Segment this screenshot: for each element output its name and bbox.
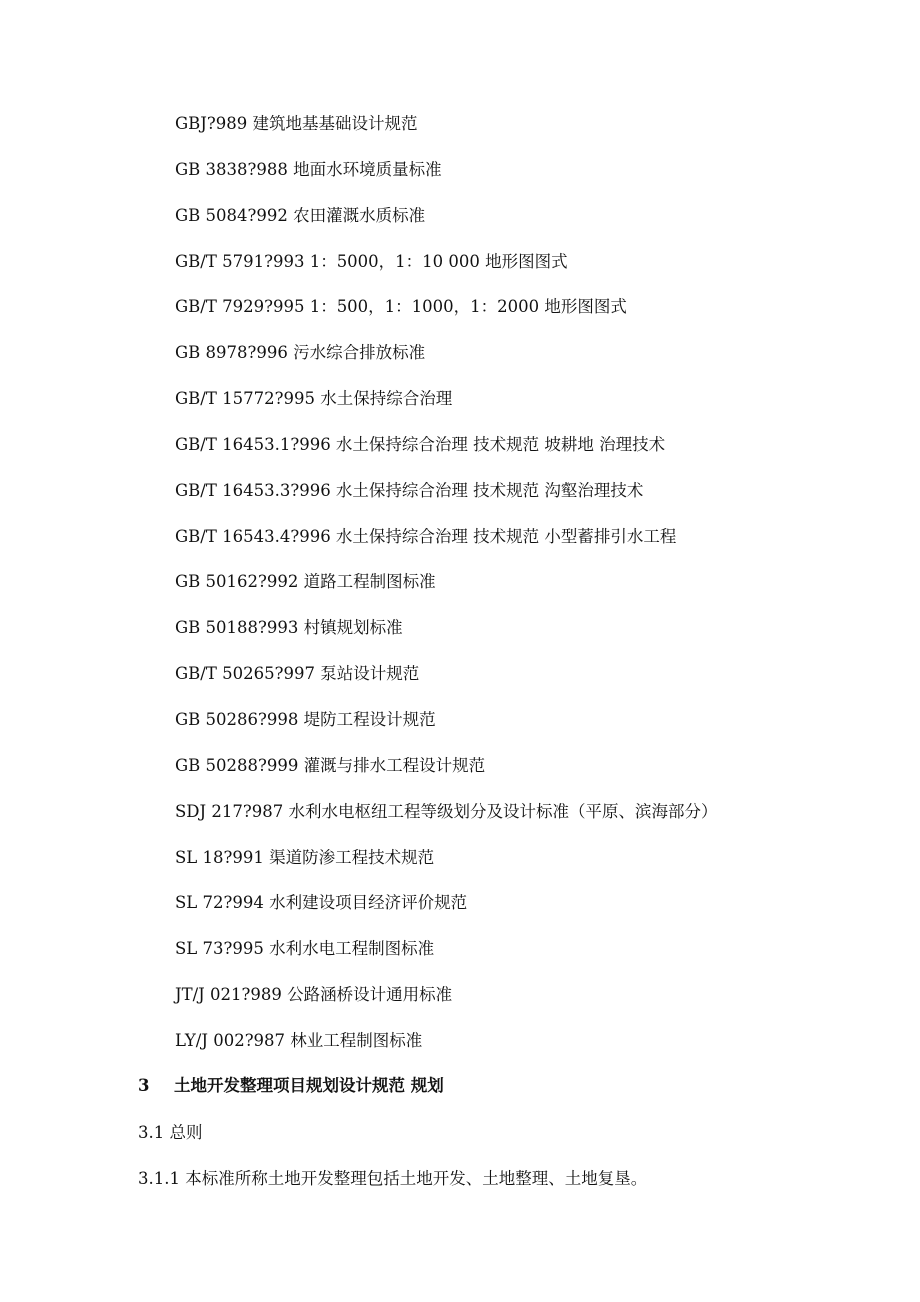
- reference-item: SL 72?994 水利建设项目经济评价规范: [175, 893, 468, 913]
- section-title: 土地开发整理项目规划设计规范 规划: [174, 1076, 444, 1095]
- reference-item: GB/T 16453.1?996 水土保持综合治理 技术规范 坡耕地 治理技术: [175, 434, 666, 454]
- reference-item: SDJ 217?987 水利水电枢纽工程等级划分及设计标准（平原、滨海部分）: [175, 801, 718, 821]
- reference-list: [175, 110, 875, 1073]
- reference-item: GB 8978?996 污水综合排放标准: [175, 343, 426, 363]
- reference-item: SL 73?995 水利水电工程制图标准: [175, 939, 435, 959]
- reference-item: GB/T 16543.4?996 水土保持综合治理 技术规范 小型蓄排引水工程: [175, 526, 677, 546]
- reference-item: LY/J 002?987 林业工程制图标准: [175, 1030, 423, 1050]
- reference-item: GB 3838?988 地面水环境质量标准: [175, 159, 442, 179]
- reference-item: GBJ?989 建筑地基基础设计规范: [175, 114, 418, 133]
- reference-item: GB/T 5791?993 1：5000，1：10 000 地形图图式: [175, 251, 568, 271]
- section-heading: [138, 1072, 878, 1100]
- reference-item: GB/T 50265?997 泵站设计规范: [175, 664, 420, 684]
- reference-item: GB/T 7929?995 1：500，1：1000，1：2000 地形图图式: [175, 297, 627, 317]
- clause-text: 3.1.1 本标准所称土地开发整理包括土地开发、土地整理、土地复垦。: [138, 1169, 648, 1188]
- reference-item: GB 5084?992 农田灌溉水质标准: [175, 205, 426, 225]
- reference-item: GB 50188?993 村镇规划标准: [175, 618, 403, 638]
- reference-item: GB 50286?998 堤防工程设计规范: [175, 709, 436, 729]
- reference-item: GB 50288?999 灌溉与排水工程设计规范: [175, 755, 486, 775]
- subsection-heading: 3.1 总则: [138, 1123, 203, 1142]
- section-number: 3: [138, 1076, 150, 1095]
- reference-item: GB/T 16453.3?996 水土保持综合治理 技术规范 沟壑治理技术: [175, 480, 644, 500]
- reference-item: JT/J 021?989 公路涵桥设计通用标准: [175, 985, 453, 1005]
- reference-item: GB/T 15772?995 水土保持综合治理: [175, 389, 453, 409]
- reference-item: SL 18?991 渠道防渗工程技术规范: [175, 847, 435, 867]
- reference-item: GB 50162?992 道路工程制图标准: [175, 572, 436, 592]
